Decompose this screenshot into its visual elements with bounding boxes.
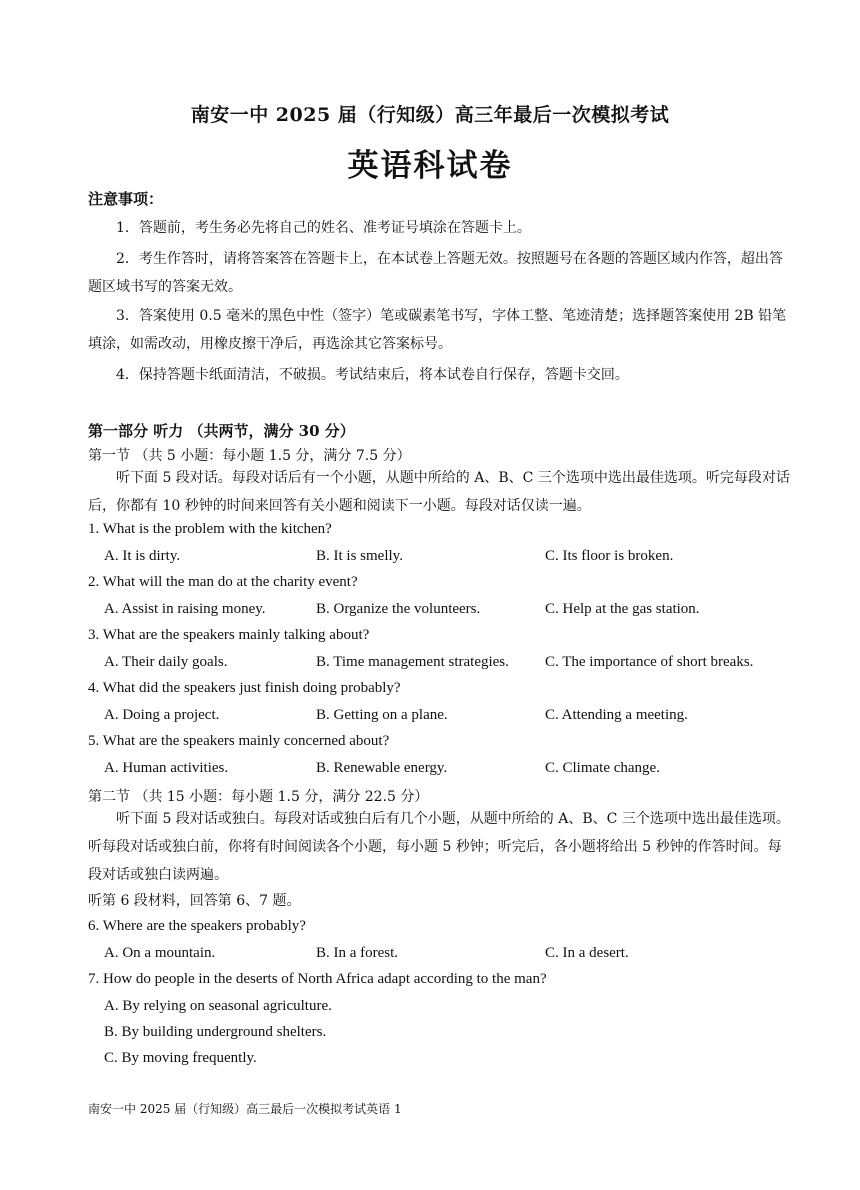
section1-heading: 第一节 （共 5 小题：每小题 1.5 分，满分 7.5 分） <box>88 448 411 464</box>
section1-instructions: 听下面 5 段对话。每段对话后有一个小题，从题中所给的 A、B、C 三个选项中选出最佳选项。听完每段对话后，你都有 10 秒钟的时间来回答有关小题和阅读下一小题。每段对话仅读一遍。 <box>88 470 790 514</box>
section2-instructions: 听下面 5 段对话或独白。每段对话或独白后有几个小题，从题中所给的 A、B、C 三个选项中选出最佳选项。听每段对话或独白前，你将有时间阅读各个小题，每小题 5 秒钟；听完后，各小题将给出 5 秒钟的作答时间。每段对话或独白读两遍。 <box>88 811 790 883</box>
question-2-option-c: C. Help at the gas station. <box>545 601 700 617</box>
question-5: 5. What are the speakers mainly concerned about? <box>88 733 390 749</box>
question-7-option-a: A. By relying on seasonal agriculture. <box>104 998 332 1014</box>
question-1-option-c: C. Its floor is broken. <box>545 548 674 564</box>
question-1-option-a: A. It is dirty. <box>104 548 181 564</box>
question-6-option-c: C. In a desert. <box>545 945 629 961</box>
question-4: 4. What did the speakers just finish doing probably? <box>88 680 401 696</box>
question-3-option-b: B. Time management strategies. <box>316 654 509 670</box>
question-4-option-c: C. Attending a meeting. <box>545 707 688 723</box>
part1-heading: 第一部分 听力 （共两节，满分 30 分） <box>88 422 355 440</box>
question-6: 6. Where are the speakers probably? <box>88 918 306 934</box>
exam-title: 南安一中 2025 届（行知级）高三年最后一次模拟考试 <box>190 104 670 126</box>
question-3: 3. What are the speakers mainly talking about? <box>88 627 370 643</box>
question-6-option-b: B. In a forest. <box>316 945 399 961</box>
question-3-option-a: A. Their daily goals. <box>104 654 228 670</box>
question-5-option-b: B. Renewable energy. <box>316 760 448 776</box>
section2-heading: 第二节 （共 15 小题：每小题 1.5 分，满分 22.5 分） <box>88 789 429 805</box>
notice-item-3: 3．答案使用 0.5 毫米的黑色中性（签字）笔或碳素笔书写，字体工整、笔迹清楚；选择题答案使用 2B 铅笔填涂，如需改动，用橡皮擦干净后，再选涂其它答案标号。 <box>88 308 787 352</box>
page-footer: 南安一中 2025 届（行知级）高三最后一次模拟考试英语 1 <box>88 1102 402 1116</box>
question-1-option-b: B. It is smelly. <box>316 548 403 564</box>
question-4-option-b: B. Getting on a plane. <box>316 707 448 723</box>
notice-item-1: 1．答题前，考生务必先将自己的姓名、准考证号填涂在答题卡上。 <box>116 220 531 236</box>
question-3-option-c: C. The importance of short breaks. <box>545 654 754 670</box>
question-4-option-a: A. Doing a project. <box>104 707 220 723</box>
question-7: 7. How do people in the deserts of North Africa adapt according to the man? <box>88 971 547 987</box>
question-2-option-b: B. Organize the volunteers. <box>316 601 481 617</box>
notice-heading: 注意事项： <box>88 190 164 208</box>
exam-subtitle: 英语科试卷 <box>347 148 513 184</box>
notice-item-2: 2．考生作答时，请将答案答在答题卡上，在本试卷上答题无效。按照题号在各题的答题区域内作答，超出答题区域书写的答案无效。 <box>88 251 783 295</box>
question-6-option-a: A. On a mountain. <box>104 945 216 961</box>
question-2: 2. What will the man do at the charity event? <box>88 574 358 590</box>
question-5-option-c: C. Climate change. <box>545 760 660 776</box>
question-1: 1. What is the problem with the kitchen? <box>88 521 332 537</box>
question-7-option-b: B. By building underground shelters. <box>104 1024 327 1040</box>
material-note: 听第 6 段材料，回答第 6、7 题。 <box>88 893 301 909</box>
notice-item-4: 4．保持答题卡纸面清洁，不破损。考试结束后，将本试卷自行保存，答题卡交回。 <box>116 367 629 383</box>
question-2-option-a: A. Assist in raising money. <box>104 601 266 617</box>
question-5-option-a: A. Human activities. <box>104 760 229 776</box>
question-7-option-c: C. By moving frequently. <box>104 1050 257 1066</box>
